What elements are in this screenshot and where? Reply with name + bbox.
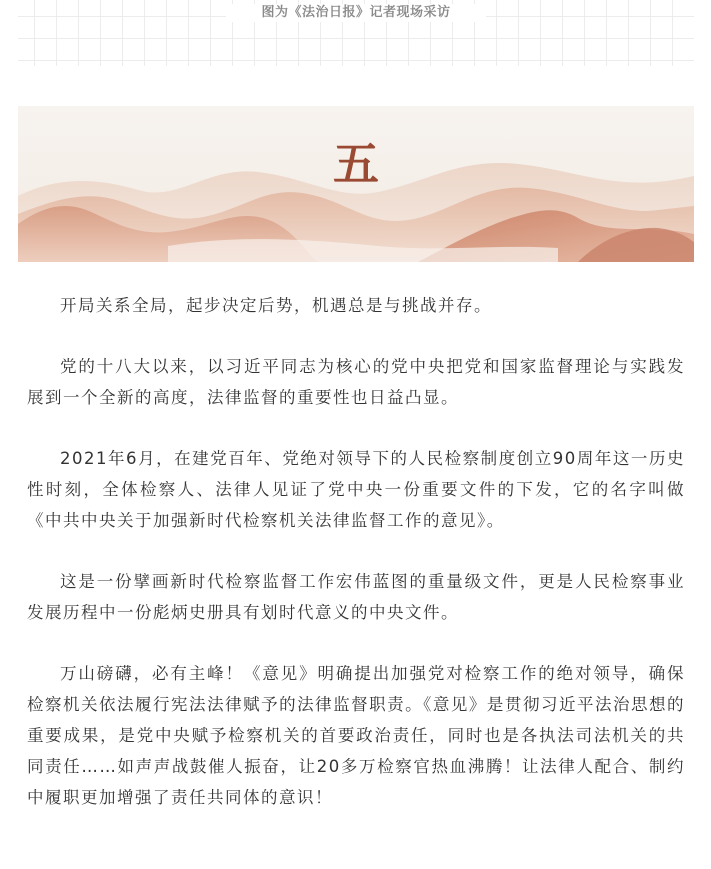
paragraph-2: 党的十八大以来，以习近平同志为核心的党中央把党和国家监督理论与实践发展到一个全新的高度，法律监督的重要性也日益凸显。 (27, 357, 685, 407)
paragraph-5: 万山磅礴，必有主峰！《意见》明确提出加强党对检察工作的绝对领导，确保检察机关依法履行宪法法律赋予的法律监督职责。《意见》是贯彻习近平法治思想的重要成果，是党中央赋予检察机关的首要政治责任，同时也是各执法司法机关的共同责任……如声声战鼓催人振奋，让20多万检察官热血沸腾！让法律人配合、制约中履职更加增强了责任共同体的意识！ (27, 664, 685, 807)
section-number-five: 五 (333, 137, 379, 191)
paragraph-4: 这是一份擘画新时代检察监督工作宏伟蓝图的重量级文件，更是人民检察事业发展历程中一份彪炳史册具有划时代意义的中央文件。 (27, 572, 685, 622)
image-caption: 图为《法治日报》记者现场采访 (226, 4, 486, 22)
paragraph-3: 2021年6月，在建党百年、党绝对领导下的人民检察制度创立90周年这一历史性时刻，全体检察人、法律人见证了党中央一份重要文件的下发，它的名字叫做《中共中央关于加强新时代检察机关法律监督工作的意见》。 (27, 449, 685, 530)
section-banner (18, 106, 694, 262)
article-body (27, 290, 685, 843)
caption-grid-area (18, 0, 694, 66)
paragraph-1: 开局关系全局，起步决定后势，机遇总是与挑战并存。 (60, 296, 492, 315)
